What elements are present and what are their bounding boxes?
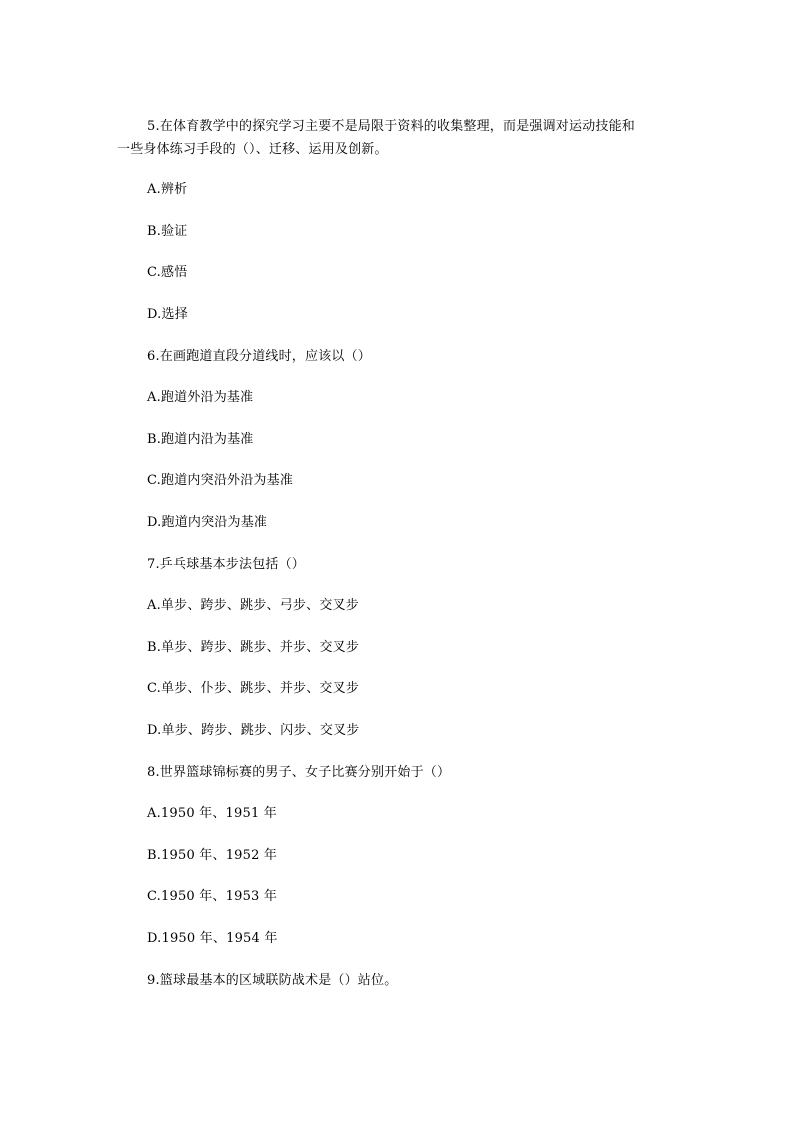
question-7-option-b: B.单步、跨步、跳步、并步、交叉步 — [147, 640, 360, 655]
question-8-option-b: B.1950 年、1952 年 — [147, 848, 278, 863]
question-5-option-c: C.感悟 — [147, 265, 188, 280]
question-6-option-b: B.跑道内沿为基准 — [147, 432, 254, 447]
question-7-option-a: A.单步、跨步、跳步、弓步、交叉步 — [147, 598, 359, 613]
question-8-stem: 8.世界篮球锦标赛的男子、女子比赛分别开始于（） — [147, 765, 451, 780]
question-7-option-d: D.单步、跨步、跳步、闪步、交叉步 — [147, 723, 360, 738]
question-7-stem: 7.乒乓球基本步法包括（） — [147, 557, 306, 572]
question-6-option-c: C.跑道内突沿外沿为基准 — [147, 473, 294, 488]
question-8-option-d: D.1950 年、1954 年 — [147, 931, 278, 946]
question-8-option-a: A.1950 年、1951 年 — [147, 806, 277, 821]
question-7-option-c: C.单步、仆步、跳步、并步、交叉步 — [147, 681, 360, 696]
question-5-stem-line1: 5.在体育教学中的探究学习主要不是局限于资料的收集整理，而是强调对运动技能和 — [147, 119, 636, 134]
question-8-option-c: C.1950 年、1953 年 — [147, 889, 278, 904]
question-6-stem: 6.在画跑道直段分道线时，应该以（） — [147, 349, 372, 364]
question-6-option-d: D.跑道内突沿为基准 — [147, 515, 268, 530]
question-5-option-a: A.辨析 — [147, 182, 188, 197]
question-5-option-d: D.选择 — [147, 307, 188, 322]
question-6-option-a: A.跑道外沿为基准 — [147, 390, 254, 405]
question-5-option-b: B.验证 — [147, 224, 188, 239]
question-9-stem: 9.篮球最基本的区域联防战术是（）站位。 — [147, 973, 398, 988]
question-5-stem-line2: 一些身体练习手段的（）、迁移、运用及创新。 — [117, 142, 388, 157]
